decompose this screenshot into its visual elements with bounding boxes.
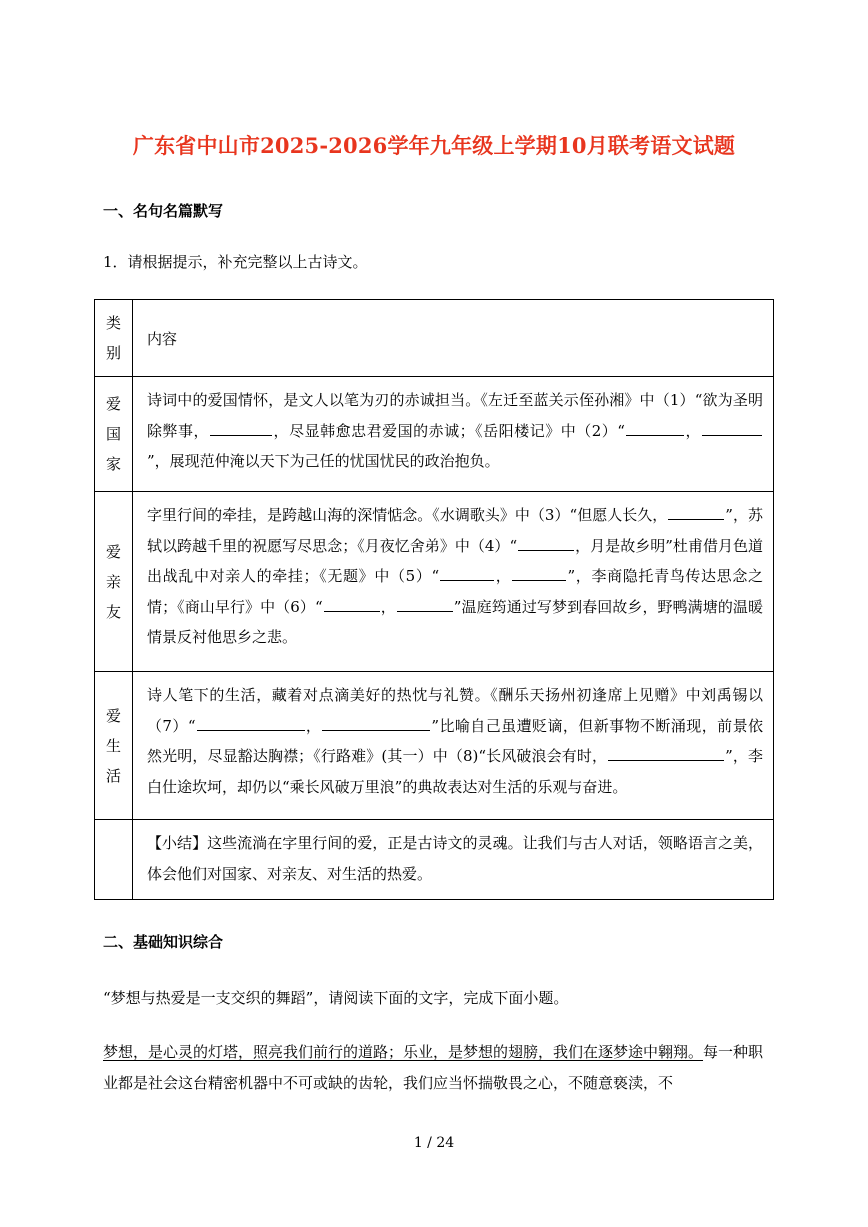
answer-blank-3[interactable] bbox=[668, 502, 724, 520]
answer-blank-5a[interactable] bbox=[440, 563, 494, 581]
content-text: ， bbox=[380, 597, 396, 616]
reading-intro: “梦想与热爱是一支交织的舞蹈”，请阅读下面的文字，完成下面小题。 bbox=[103, 989, 569, 1007]
content-text: ，尽显韩愈忠君爱国的赤诚；《岳阳楼记》中（2）“ bbox=[273, 421, 625, 440]
answer-blank-2b[interactable] bbox=[702, 418, 762, 436]
content-text: 诗词中的爱国情怀，是文人以笔为刃的赤诚担当。《左迁至蓝关示侄孙湘》中（1）“欲为圣明除弊事， bbox=[147, 391, 763, 440]
document-title: 广东省中山市2025-2026学年九年级上学期10月联考语文试题 bbox=[132, 133, 736, 158]
poetry-table bbox=[94, 299, 774, 900]
header-content-cell bbox=[133, 300, 774, 377]
answer-blank-2a[interactable] bbox=[626, 418, 684, 436]
question-1-prompt: 1．请根据提示，补充完整以上古诗文。 bbox=[103, 253, 368, 271]
table-row-summary bbox=[95, 820, 774, 900]
content-text: ， bbox=[495, 567, 512, 586]
content-text: ”，苏轼以跨越千里的祝愿写尽思念；《月夜忆舍弟》中（4）“ bbox=[147, 506, 763, 555]
content-text: ”，李商隐托青鸟传达思念之情；《商山早行》中（6）“ bbox=[147, 567, 763, 616]
passage-text: 每一种职业都是社会这台精密机器中不可或缺的齿轮，我们应当怀揣敬畏之心，不随意亵渎，不 bbox=[103, 1043, 764, 1092]
underlined-sentence: 梦想，是心灵的灯塔，照亮我们前行的道路；乐业，是梦想的翅膀，我们在逐梦途中翱翔。 bbox=[103, 1043, 704, 1061]
header-category-label: 类别 bbox=[105, 314, 121, 362]
content-text: ”，李白仕途坎坷，却仍以“乘长风破万里浪”的典故表达对生活的乐观与奋进。 bbox=[147, 747, 763, 796]
content-text: ”，展现范仲淹以天下为己任的忧国忧民的政治抱负。 bbox=[147, 452, 500, 471]
table-row-family bbox=[95, 492, 774, 672]
reading-passage bbox=[103, 1037, 765, 1099]
answer-blank-4[interactable] bbox=[518, 533, 574, 551]
content-text: ”温庭筠通过写梦到春回故乡，野鸭满塘的温暖情景反衬他思乡之悲。 bbox=[147, 597, 763, 647]
content-cell-life bbox=[133, 672, 774, 820]
category-label: 爱亲友 bbox=[105, 542, 121, 621]
category-cell-family bbox=[95, 492, 133, 672]
answer-blank-6b[interactable] bbox=[397, 594, 453, 612]
table-header-row bbox=[95, 300, 774, 377]
content-text: ， bbox=[305, 716, 322, 735]
answer-blank-8[interactable] bbox=[608, 743, 724, 761]
table-row-country bbox=[95, 377, 774, 492]
content-text: 字里行间的牵挂，是跨越山海的深情惦念。《水调歌头》中（3）“但愿人长久， bbox=[147, 506, 668, 524]
content-cell-family bbox=[133, 492, 774, 672]
content-text: 诗人笔下的生活，藏着对点滴美好的热忱与礼赞。《酬乐天扬州初逢席上见赠》中刘禹锡以（7）“ bbox=[147, 686, 763, 735]
answer-blank-5b[interactable] bbox=[512, 563, 566, 581]
category-label: 爱国家 bbox=[105, 395, 121, 473]
table-row-life bbox=[95, 672, 774, 820]
content-text: ”比喻自己虽遭贬谪，但新事物不断涌现，前景依然光明，尽显豁达胸襟；《行路难》(其一）中（8)“长风破浪会有时， bbox=[147, 716, 763, 766]
content-cell-summary bbox=[133, 820, 774, 900]
category-cell-summary bbox=[95, 820, 133, 900]
answer-blank-6a[interactable] bbox=[324, 594, 380, 612]
category-cell-life bbox=[95, 672, 133, 820]
summary-text: 【小结】这些流淌在字里行间的爱，正是古诗文的灵魂。让我们与古人对话，领略语言之美，体会他们对国家、对亲友、对生活的热爱。 bbox=[147, 834, 763, 883]
header-category-cell bbox=[95, 300, 133, 377]
content-cell-country bbox=[133, 377, 774, 492]
answer-blank-1[interactable] bbox=[210, 418, 272, 436]
answer-blank-7b[interactable] bbox=[322, 713, 430, 731]
section-heading-2: 二、基础知识综合 bbox=[103, 933, 224, 951]
content-text: ，月是故乡明”杜甫借月色道出战乱中对亲人的牵挂；《无题》中（5）“ bbox=[147, 536, 764, 586]
category-label: 爱生活 bbox=[105, 706, 121, 785]
answer-blank-7a[interactable] bbox=[197, 713, 305, 731]
content-text: ， bbox=[684, 421, 701, 440]
page-number: 1 / 24 bbox=[413, 1135, 455, 1151]
section-heading-1: 一、名句名篇默写 bbox=[103, 202, 224, 220]
category-cell-country bbox=[95, 377, 133, 492]
header-content-label: 内容 bbox=[147, 329, 178, 348]
